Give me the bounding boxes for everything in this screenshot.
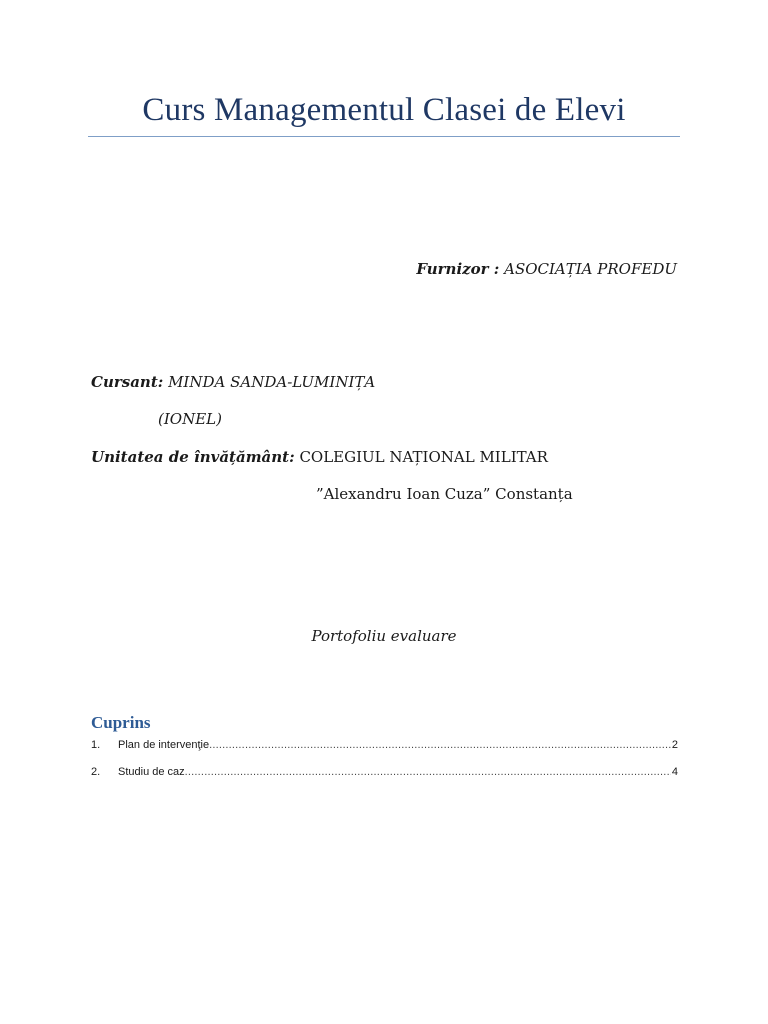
toc-entry-number: 2. xyxy=(91,766,101,778)
toc-dot-leader xyxy=(185,766,671,778)
portfolio-subtitle: Portofoliu evaluare xyxy=(311,627,457,645)
school-name-continued: ”Alexandru Ioan Cuza” Constanța xyxy=(316,485,573,503)
toc-dot-leader xyxy=(209,739,671,751)
supplier-line xyxy=(416,260,677,278)
school-line xyxy=(91,448,548,466)
student-name: MINDA SANDA-LUMINIȚA xyxy=(168,373,376,391)
supplier-value: ASOCIAȚIA PROFEDU xyxy=(504,260,677,278)
toc-heading: Cuprins xyxy=(91,713,151,732)
toc-entry-number: 1. xyxy=(91,739,101,751)
toc-entry[interactable] xyxy=(91,766,678,780)
document-title: Curs Managementul Clasei de Elevi xyxy=(142,92,626,128)
supplier-label: Furnizor : xyxy=(416,260,500,278)
school-label: Unitatea de învățământ: xyxy=(91,448,295,466)
toc-entry-page: 4 xyxy=(671,766,678,778)
student-line xyxy=(91,373,375,391)
student-alias: (IONEL) xyxy=(158,410,222,428)
toc-entry-title: Plan de intervenţie xyxy=(118,739,210,751)
toc-entry-title: Studiu de caz xyxy=(118,766,185,778)
title-underline xyxy=(88,136,680,137)
toc-entry[interactable] xyxy=(91,739,678,753)
student-label: Cursant: xyxy=(91,373,164,391)
school-name: COLEGIUL NAȚIONAL MILITAR xyxy=(299,448,548,466)
toc-entry-page: 2 xyxy=(671,739,678,751)
table-of-contents xyxy=(91,739,678,780)
